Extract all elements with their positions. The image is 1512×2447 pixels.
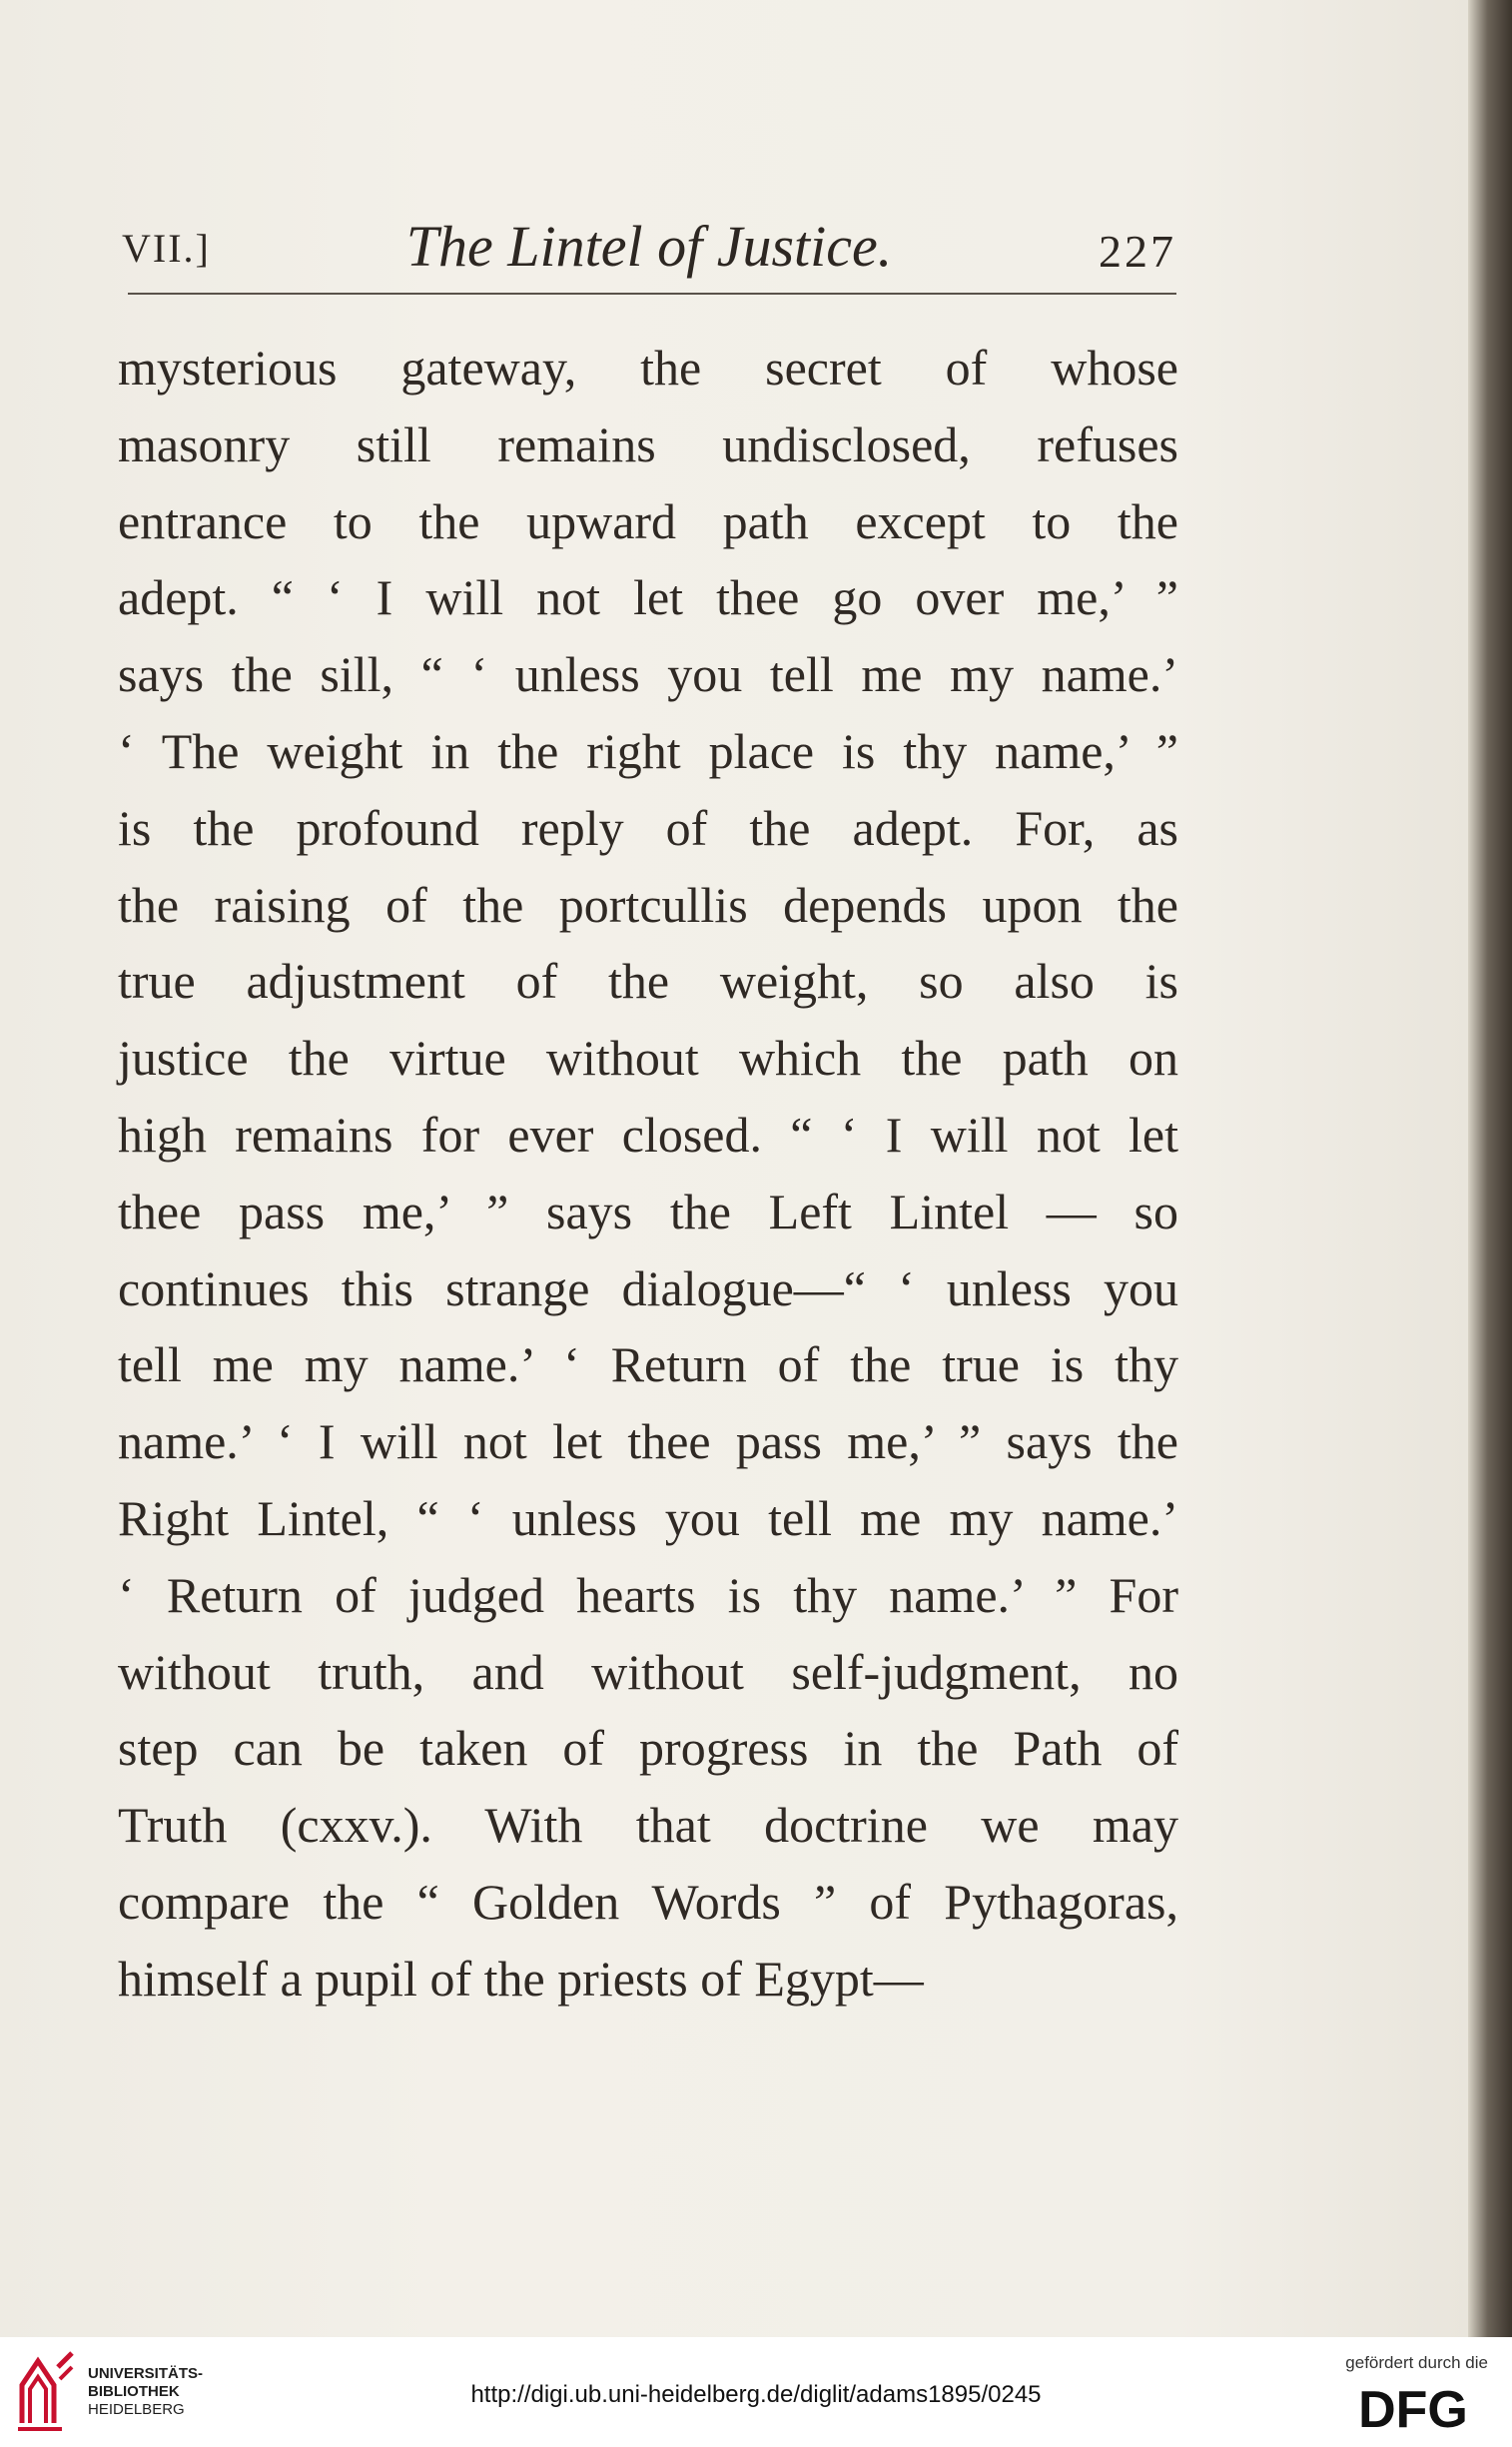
- permalink[interactable]: http://digi.ub.uni-heidelberg.de/diglit/adams1895/0245: [470, 2381, 1042, 2408]
- viewer-footer: [0, 2337, 1512, 2447]
- text-line: name.’ ‘ I will not let thee pass me,’ ” says the: [118, 1413, 1178, 1470]
- page-gutter-shadow: [1468, 0, 1512, 2337]
- running-head: [122, 205, 1176, 285]
- library-name-line: BIBLIOTHEK: [88, 2383, 180, 2400]
- text-line: ‘ Return of judged hearts is thy name.’ ” For: [118, 1566, 1178, 1623]
- page-title: The Lintel of Justice.: [405, 214, 893, 279]
- page-number: 227: [1099, 226, 1176, 277]
- text-line: Right Lintel, “ ‘ unless you tell me my name.’: [118, 1489, 1178, 1546]
- funding-caption: gefördert durch die: [1345, 2353, 1488, 2372]
- body-text: [118, 330, 1178, 2018]
- text-line: the raising of the portcullis depends upon the: [118, 876, 1178, 933]
- dfg-logo-text: DFG: [1358, 2381, 1468, 2435]
- text-line: without truth, and without self-judgment, no: [118, 1643, 1178, 1700]
- text-line: Truth (cxxv.). With that doctrine we may: [118, 1797, 1178, 1854]
- chapter-number: VII.]: [122, 226, 211, 271]
- text-line: step can be taken of progress in the Path of: [118, 1720, 1178, 1777]
- text-line: himself a pupil of the priests of Egypt—: [118, 1950, 924, 2007]
- text-line: is the profound reply of the adept. For, as: [118, 799, 1178, 856]
- text-line: mysterious gateway, the secret of whose: [118, 340, 1178, 396]
- library-name-line: HEIDELBERG: [88, 2401, 185, 2418]
- text-line: ‘ The weight in the right place is thy name,’ ”: [118, 722, 1178, 779]
- text-line: masonry still remains undisclosed, refuses: [118, 415, 1178, 472]
- text-line: entrance to the upward path except to the: [118, 492, 1178, 549]
- text-line: tell me my name.’ ‘ Return of the true is thy: [118, 1336, 1178, 1393]
- header-rule: [128, 293, 1176, 295]
- text-line: continues this strange dialogue—“ ‘ unless you: [118, 1259, 1178, 1316]
- library-name-line: UNIVERSITÄTS-: [88, 2365, 204, 2382]
- text-line: true adjustment of the weight, so also is: [118, 953, 1178, 1010]
- dfg-logo-icon: [1338, 2381, 1488, 2435]
- text-line: thee pass me,’ ” says the Left Lintel — so: [118, 1183, 1178, 1239]
- text-line: adept. “ ‘ I will not let thee go over me,’ ”: [118, 569, 1178, 626]
- text-line: high remains for ever closed. “ ‘ I will not let: [118, 1106, 1178, 1163]
- text-line: compare the “ Golden Words ” of Pythagoras,: [118, 1873, 1178, 1930]
- text-line: says the sill, “ ‘ unless you tell me my name.’: [118, 646, 1178, 703]
- text-line: justice the virtue without which the path on: [118, 1030, 1178, 1087]
